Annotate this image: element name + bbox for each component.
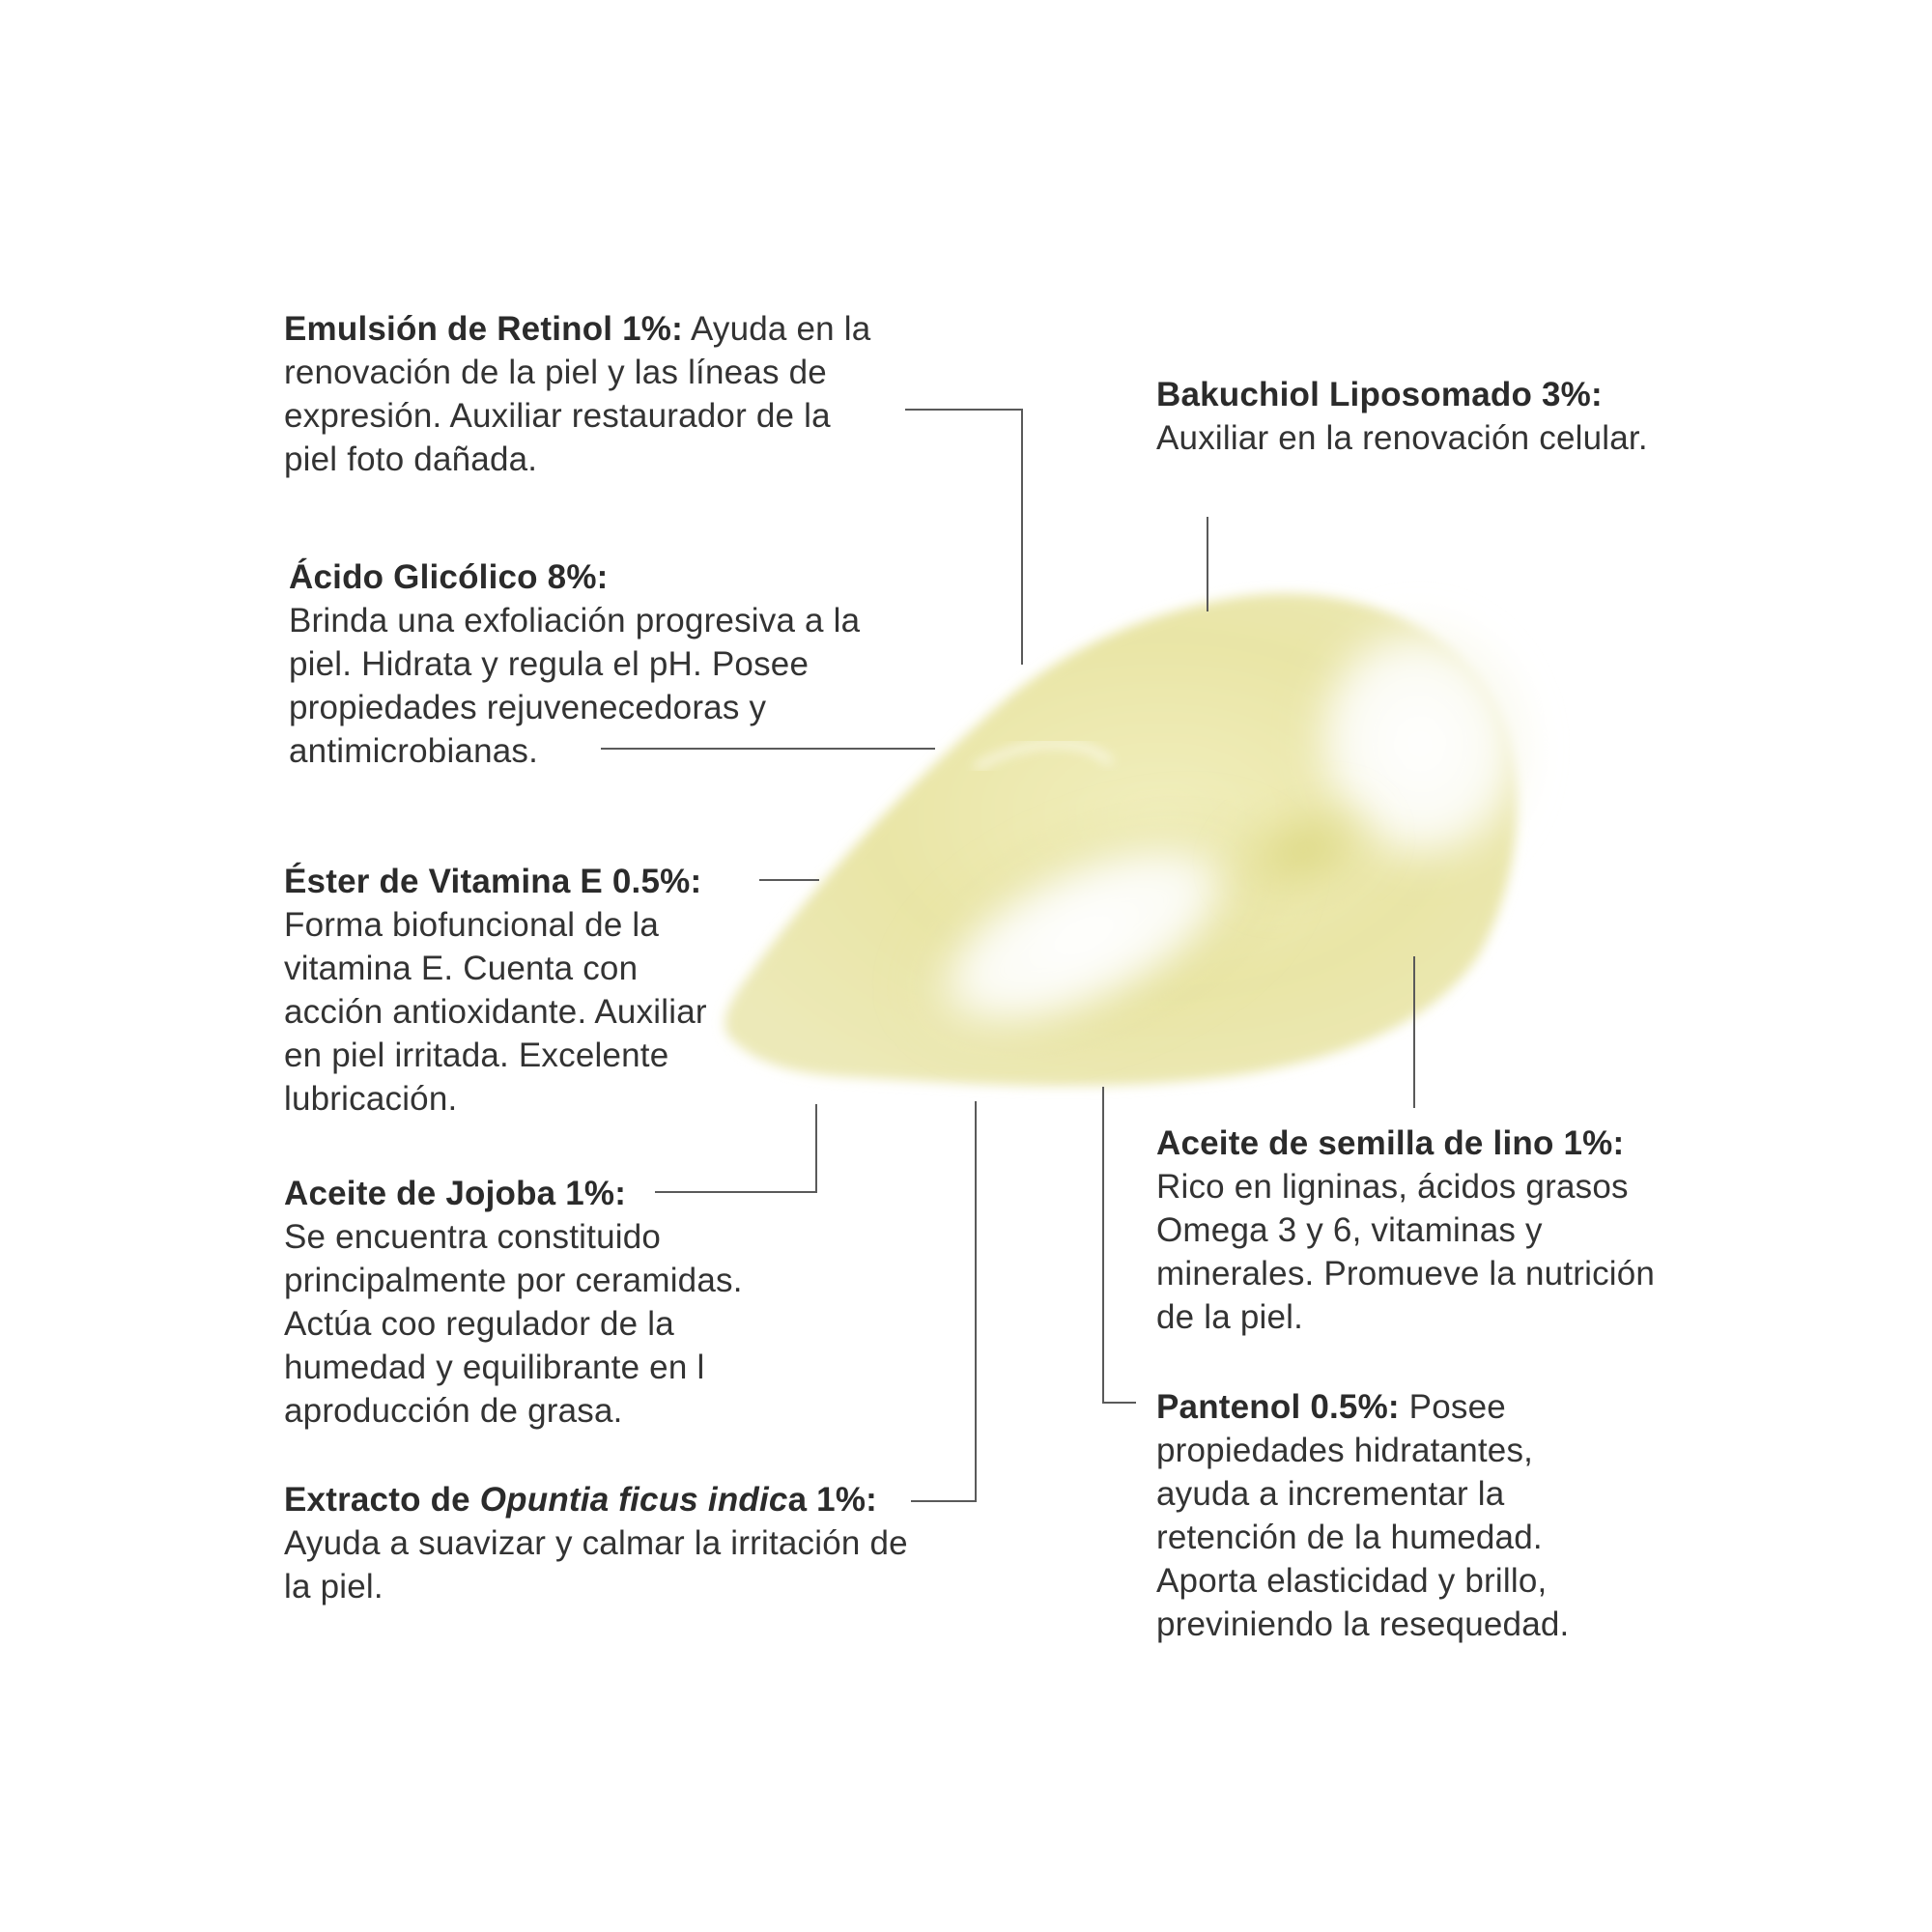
ingredient-desc: Rico en ligninas, ácidos grasos Omega 3 y 6, vitaminas y minerales. Promueve la nutrición de la piel. <box>1156 1168 1656 1336</box>
callout-jojoba <box>284 1172 825 1433</box>
callout-bakuchiol <box>1156 373 1659 460</box>
ingredient-name: Pantenol 0.5%: <box>1156 1388 1400 1426</box>
ingredient-desc: Brinda una exfoliación progresiva a la piel. Hidrata y regula el pH. Posee propiedades rejuvenecedoras y antimicrobianas. <box>289 602 861 770</box>
leader-line-opuntia <box>911 1101 976 1501</box>
ingredient-name: Aceite de semilla de lino 1%: <box>1156 1124 1625 1162</box>
ingredient-desc: Posee propiedades hidratantes, ayuda a incrementar la retención de la humedad. Aporta elasticidad y brillo, previniendo la resequedad. <box>1156 1388 1570 1643</box>
ingredient-name: Aceite de Jojoba 1%: <box>284 1175 627 1212</box>
ingredient-name: Éster de Vitamina E 0.5%: <box>284 863 702 900</box>
ingredient-name: Emulsión de Retinol 1%: <box>284 310 683 348</box>
leader-line-pantenol <box>1103 1087 1136 1403</box>
leader-line-retinol <box>905 410 1022 665</box>
ingredient-desc: Forma biofuncional de la vitamina E. Cuenta con acción antioxidante. Auxiliar en piel irritada. Excelente lubricación. <box>284 906 707 1118</box>
ingredient-name: Ácido Glicólico 8%: <box>289 558 609 596</box>
ingredient-desc: Ayuda en la renovación de la piel y las líneas de expresión. Auxiliar restaurador de la piel foto dañada. <box>284 310 871 478</box>
ingredient-desc: Auxiliar en la renovación celular. <box>1156 419 1648 457</box>
callout-pantenol <box>1156 1385 1630 1646</box>
callout-retinol <box>284 307 883 481</box>
ingredient-desc: Se encuentra constituido principalmente por ceramidas. Actúa coo regulador de la humedad y equilibrante en l aproducción de grasa. <box>284 1218 743 1430</box>
callout-lino <box>1156 1122 1697 1339</box>
callout-glicolico <box>289 555 907 773</box>
ingredient-name: Extracto de Opuntia ficus indica 1%: <box>284 1481 878 1519</box>
callout-vitamina-e <box>284 860 738 1121</box>
callout-opuntia <box>284 1478 922 1608</box>
ingredient-name: Bakuchiol Liposomado 3%: <box>1156 376 1603 413</box>
ingredient-desc: Ayuda a suavizar y calmar la irritación de la piel. <box>284 1524 908 1605</box>
